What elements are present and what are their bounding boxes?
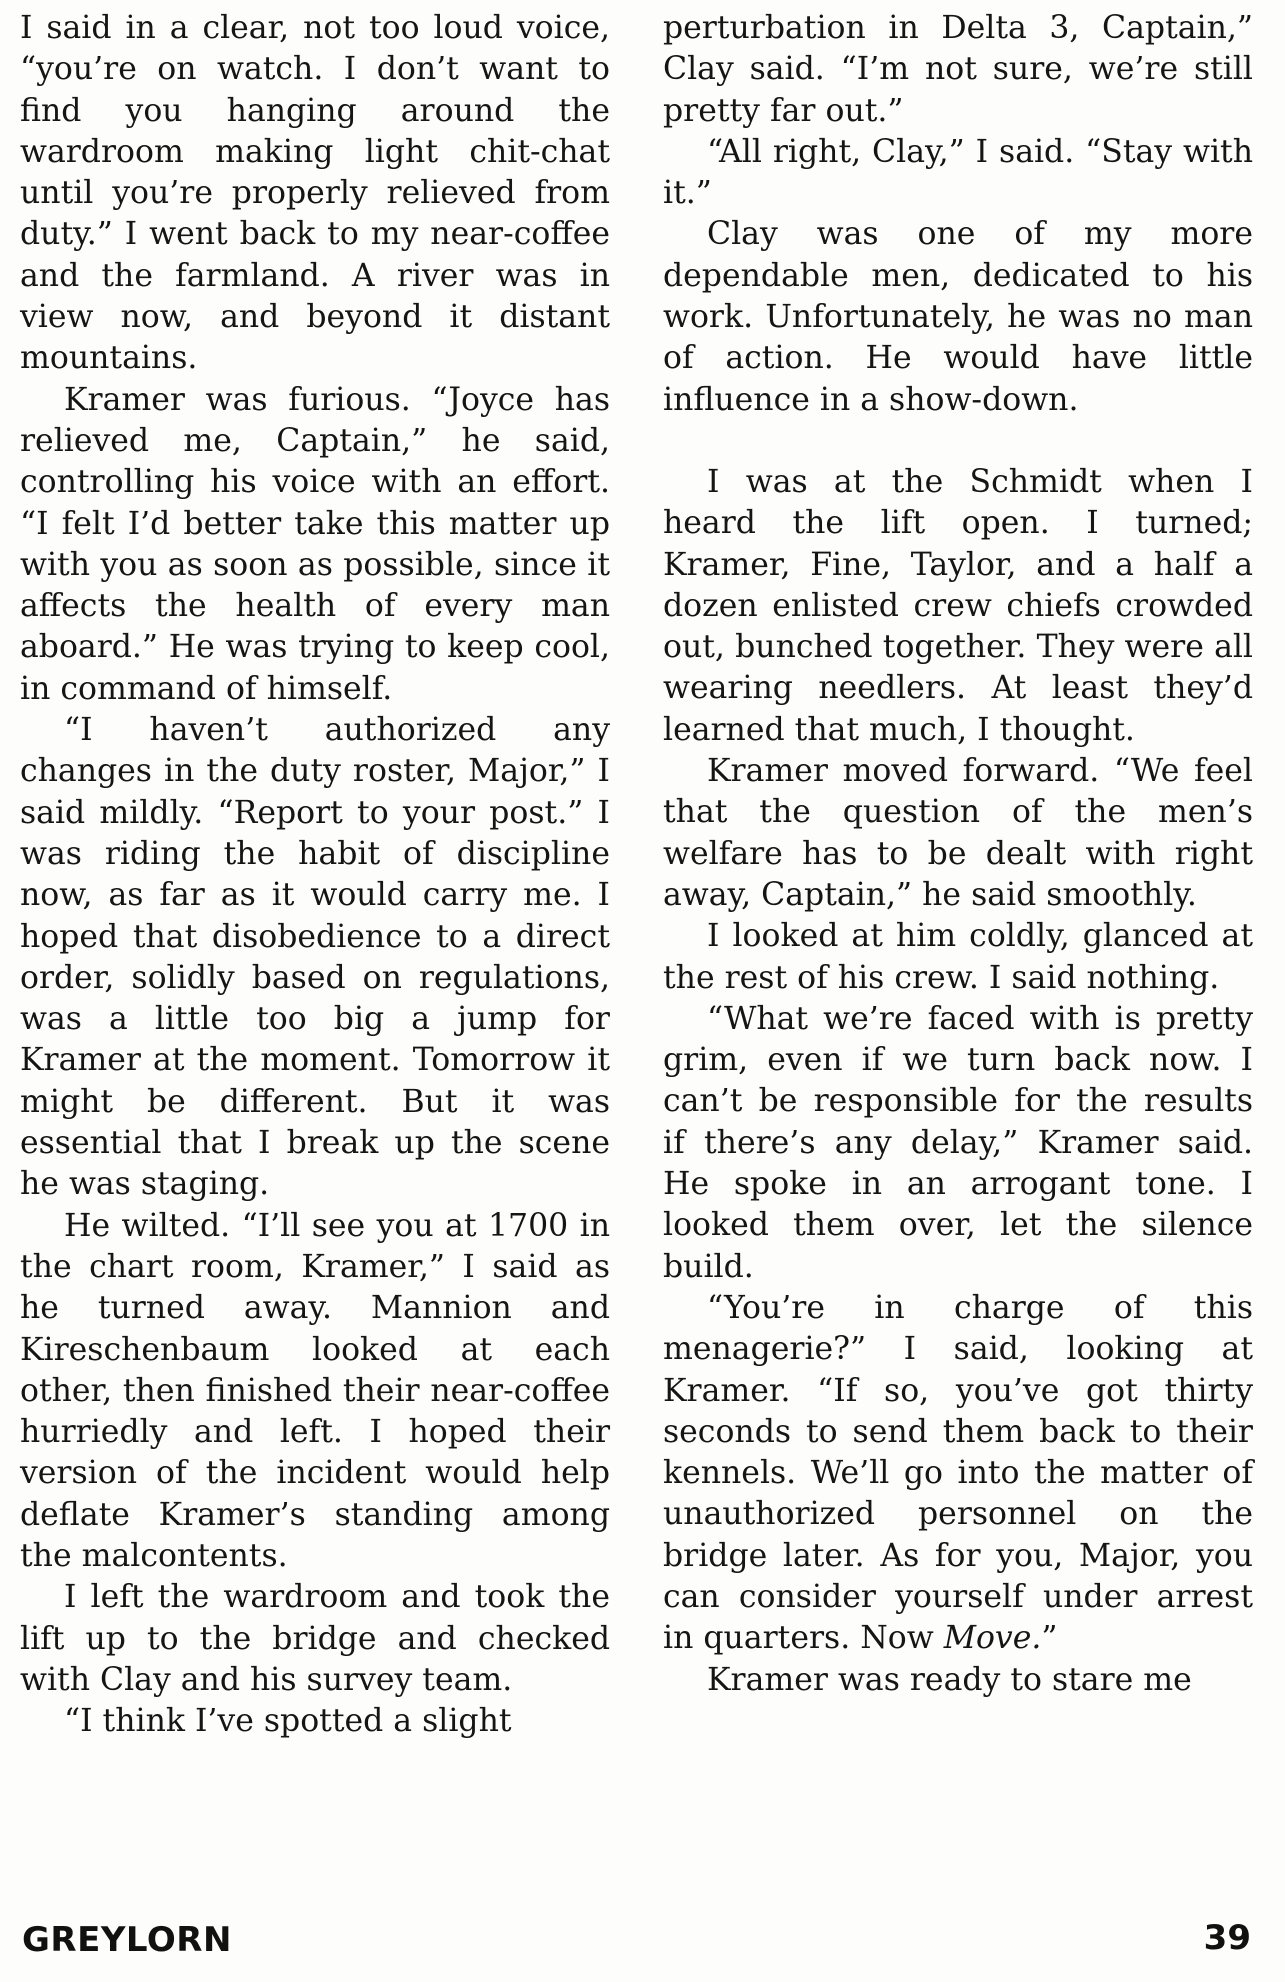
- paragraph: “What we’re faced with is pretty grim, even if we turn back now. I can’t be responsible for the results if there’s any delay,” Kramer said. He spoke in an arrogant tone. I looked them over, let the silence build.: [663, 1000, 1253, 1285]
- paragraph: “All right, Clay,” I said. “Stay with it.”: [663, 133, 1253, 212]
- paragraph: perturbation in Delta 3, Captain,” Clay said. “I’m not sure, we’re still pretty far out.”: [663, 10, 1253, 129]
- paragraph: [663, 1288, 1253, 1660]
- paragraph: “I think I’ve spotted a slight: [64, 1703, 512, 1740]
- paragraph: I left the wardroom and took the lift up to the bridge and checked with Clay and his survey team.: [20, 1579, 610, 1698]
- paragraph: Clay was one of my more dependable men, dedicated to his work. Unfortunately, he was no man of action. He would have little influence in a show-down.: [663, 216, 1253, 418]
- paragraph: I looked at him coldly, glanced at the rest of his crew. I said nothing.: [663, 918, 1253, 996]
- paragraph-text: “You’re in charge of this menagerie?” I said, looking at Kramer. “If so, you’ve got thirty seconds to send them back to their kennels. We’ll go into the matter of unauthorized personnel on the bridge later. As for you, Major, you can consider yourself under arrest in quarters. Now: [663, 1289, 1253, 1657]
- emphasis-text: Move.: [943, 1620, 1042, 1657]
- paragraph: He wilted. “I’ll see you at 1700 in the chart room, Kramer,” I said as he turned away. Mannion and Kireschenbaum looked at each other, then finished their near-coffee hurriedly and left. I hoped their version of the incident would help deflate Kramer’s standing among the malcontents.: [20, 1207, 610, 1574]
- paragraph: I said in a clear, not too loud voice, “you’re on watch. I don’t want to find you hanging around the wardroom making light chit-chat until you’re properly relieved from duty.” I went back to my near-coffee and the farmland. A river was in view now, and beyond it distant mountains.: [20, 10, 610, 377]
- paragraph: Kramer was ready to stare me: [707, 1661, 1192, 1698]
- text-column-left: [20, 8, 610, 1742]
- text-column-right: [663, 8, 1253, 1701]
- paragraph: “I haven’t authorized any changes in the duty roster, Major,” I said mildly. “Report to your post.” I was riding the habit of discipline now, as far as it would carry me. I hoped that disobedience to a direct order, solidly based on regulations, was a little too big a jump for Kramer at the moment. Tomorrow it might be different. But it was essential that I break up the scene he was staging.: [20, 712, 610, 1203]
- paragraph: I was at the Schmidt when I heard the lift open. I turned; Kramer, Fine, Taylor, and a half a dozen enlisted crew chiefs crowded out, bunched together. They were all wearing needlers. At least they’d learned that much, I thought.: [663, 463, 1253, 748]
- running-footer-title: GREYLORN: [22, 1920, 232, 1960]
- paragraph: Kramer moved forward. “We feel that the question of the men’s welfare has to be dealt with right away, Captain,” he said smoothly.: [663, 753, 1253, 913]
- page-number: 39: [1203, 1918, 1251, 1958]
- closing-quote: ”: [1041, 1620, 1058, 1657]
- paragraph: Kramer was furious. “Joyce has relieved me, Captain,” he said, controlling his voice with an effort. “I felt I’d better take this matter up with you as soon as possible, since it affects the health of every man aboard.” He was trying to keep cool, in command of himself.: [20, 381, 610, 707]
